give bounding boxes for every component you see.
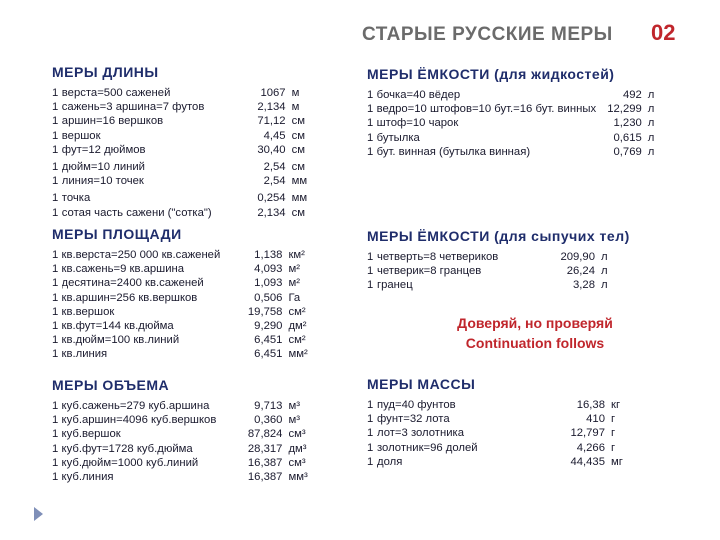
row-description: гранец — [377, 279, 413, 292]
table-row — [367, 398, 667, 412]
table-row — [52, 413, 317, 427]
row-description: куб.аршин=4096 куб.вершков — [61, 414, 217, 427]
row-unit: см² — [288, 334, 306, 347]
row-count: 1 — [52, 101, 59, 114]
row-value: 87,824 — [247, 428, 283, 441]
row-count: 1 — [52, 206, 59, 219]
row-value: 16,387 — [247, 470, 283, 483]
row-count: 1 — [367, 265, 374, 278]
table-row — [52, 456, 317, 470]
row-unit: Га — [288, 291, 301, 304]
row-unit: мм² — [288, 348, 308, 361]
row-value: 26,24 — [566, 265, 595, 278]
page-title: СТАРЫЕ РУССКИЕ МЕРЫ — [362, 24, 613, 45]
row-description: четверть=8 четвериков — [377, 251, 499, 263]
row-description: куб.вершок — [61, 428, 121, 441]
table-row — [367, 88, 667, 102]
row-unit: м² — [288, 263, 300, 276]
section-mass — [367, 376, 667, 469]
row-unit: мм³ — [288, 470, 308, 483]
row-count: 1 — [52, 470, 59, 483]
table-row — [367, 426, 667, 440]
row-unit: л — [601, 279, 608, 292]
row-unit: м² — [288, 277, 300, 290]
row-count: 1 — [367, 441, 374, 454]
table-row — [367, 131, 667, 145]
row-count: 1 — [367, 251, 374, 263]
table-row — [367, 278, 667, 292]
page-number: 02 — [651, 20, 676, 45]
table-row — [367, 412, 667, 426]
row-count: 1 — [367, 131, 374, 144]
row-value: 0,254 — [257, 192, 286, 205]
row-value: 3,28 — [573, 279, 595, 292]
row-description: четверик=8 гранцев — [377, 265, 482, 278]
row-count: 1 — [367, 89, 374, 101]
row-unit: мг — [611, 455, 623, 468]
row-value: 4,266 — [576, 441, 605, 454]
row-unit: дм² — [288, 319, 307, 332]
table-row — [52, 399, 317, 413]
row-description: бутылка — [376, 131, 420, 144]
section-title: МЕРЫ МАССЫ — [367, 376, 476, 392]
row-unit: см³ — [288, 428, 306, 441]
table-row — [52, 114, 317, 128]
row-value: 492 — [622, 89, 642, 101]
row-value: 0,506 — [254, 291, 283, 304]
row-value: 6,451 — [254, 348, 283, 361]
table-row — [367, 441, 667, 455]
row-unit: см — [291, 143, 306, 156]
next-slide-arrow-icon[interactable] — [34, 507, 43, 521]
row-count: 1 — [52, 400, 59, 412]
row-value: 9,290 — [254, 319, 283, 332]
row-count: 1 — [367, 279, 374, 292]
row-count: 1 — [52, 175, 59, 188]
rows-container — [367, 250, 667, 293]
row-count: 1 — [52, 115, 59, 128]
row-description: кв.аршин=256 кв.вершков — [61, 291, 198, 304]
row-count: 1 — [52, 291, 59, 304]
row-description: десятина=2400 кв.саженей — [61, 277, 204, 290]
table-row — [52, 291, 317, 305]
row-value: 44,435 — [570, 455, 605, 468]
row-description: кв.сажень=9 кв.аршина — [61, 263, 185, 276]
row-description: кв.дюйм=100 кв.линий — [61, 334, 180, 347]
row-description: куб.линия — [61, 470, 114, 483]
row-unit: л — [601, 251, 608, 263]
table-row — [367, 455, 667, 469]
row-description: кв.линия — [61, 348, 108, 361]
rows-container — [52, 399, 317, 484]
notice — [430, 313, 640, 353]
table-row — [52, 191, 317, 205]
table-row — [52, 100, 317, 114]
row-value: 0,360 — [254, 414, 283, 427]
row-value: 16,387 — [247, 456, 283, 469]
row-value: 1,138 — [254, 249, 283, 261]
row-value: 6,451 — [254, 334, 283, 347]
row-value: 4,45 — [263, 129, 286, 142]
row-description: верста=500 саженей — [61, 87, 171, 99]
row-unit: см² — [288, 305, 306, 318]
row-count: 1 — [367, 399, 374, 411]
table-row — [52, 347, 317, 361]
row-description: точка — [61, 192, 91, 205]
table-row — [52, 333, 317, 347]
row-unit: м — [291, 87, 300, 99]
row-description: пуд=40 фунтов — [377, 399, 456, 411]
row-value: 71,12 — [257, 115, 286, 128]
row-description: куб.фут=1728 куб.дюйма — [61, 442, 193, 455]
row-value: 2,134 — [257, 206, 286, 219]
row-count: 1 — [52, 305, 59, 318]
row-unit: кг — [611, 399, 621, 411]
row-value: 0,615 — [613, 131, 642, 144]
row-value: 19,758 — [247, 305, 283, 318]
row-count: 1 — [52, 143, 59, 156]
notice-line-1: Доверяй, но проверяй — [457, 315, 613, 331]
row-count: 1 — [52, 277, 59, 290]
row-unit: л — [601, 265, 608, 278]
table-row — [52, 160, 317, 174]
row-count: 1 — [367, 145, 374, 158]
row-count: 1 — [52, 263, 59, 276]
row-unit: л — [647, 89, 655, 101]
section-volume — [52, 377, 317, 484]
row-count: 1 — [367, 103, 374, 116]
row-unit: см³ — [288, 456, 306, 469]
table-row — [52, 319, 317, 333]
row-count: 1 — [52, 160, 59, 173]
section-bulk-capacity — [367, 228, 667, 293]
table-row — [52, 442, 317, 456]
row-count: 1 — [52, 348, 59, 361]
table-row — [52, 174, 317, 188]
row-count: 1 — [52, 87, 59, 99]
row-unit: г — [611, 427, 616, 440]
row-value: 1067 — [260, 87, 286, 99]
row-description: сотая часть сажени ("сотка") — [61, 206, 212, 219]
row-description: бочка=40 вёдер — [376, 89, 461, 101]
row-description: доля — [377, 455, 403, 468]
table-row — [367, 264, 667, 278]
row-value: 209,90 — [560, 251, 595, 263]
row-unit: см — [291, 160, 306, 173]
section-length — [52, 64, 317, 220]
row-count: 1 — [52, 442, 59, 455]
row-unit: л — [647, 117, 655, 130]
table-row — [367, 102, 667, 116]
row-unit: м — [291, 101, 300, 114]
row-description: фут=12 дюймов — [61, 143, 146, 156]
row-description: дюйм=10 линий — [61, 160, 145, 173]
row-value: 16,38 — [576, 399, 605, 411]
table-row — [52, 305, 317, 319]
row-value: 28,317 — [247, 442, 283, 455]
row-count: 1 — [367, 413, 374, 426]
table-row — [52, 262, 317, 276]
row-unit: г — [611, 441, 616, 454]
row-description: ведро=10 штофов=10 бут.=16 бут. винных — [376, 103, 597, 116]
table-row — [52, 206, 317, 220]
section-liquid-capacity — [367, 66, 667, 159]
row-unit: м³ — [288, 400, 300, 412]
table-row — [52, 129, 317, 143]
row-count: 1 — [52, 456, 59, 469]
table-row — [52, 470, 317, 484]
row-value: 2,54 — [263, 160, 286, 173]
rows-container — [52, 248, 317, 362]
row-count: 1 — [52, 249, 59, 261]
rows-container — [52, 86, 317, 220]
row-value: 12,299 — [607, 103, 642, 116]
row-value: 9,713 — [254, 400, 283, 412]
row-count: 1 — [367, 427, 374, 440]
row-count: 1 — [52, 428, 59, 441]
row-unit: мм — [291, 192, 308, 205]
row-unit: дм³ — [288, 442, 307, 455]
table-row — [52, 276, 317, 290]
row-description: штоф=10 чарок — [376, 117, 459, 130]
row-description: аршин=16 вершков — [61, 115, 164, 128]
row-value: 4,093 — [254, 263, 283, 276]
row-description: фунт=32 лота — [377, 413, 450, 426]
table-row — [367, 116, 667, 130]
row-count: 1 — [52, 192, 59, 205]
row-description: куб.дюйм=1000 куб.линий — [61, 456, 199, 469]
section-title: МЕРЫ ЁМКОСТИ (для жидкостей) — [367, 66, 615, 82]
row-description: куб.сажень=279 куб.аршина — [61, 400, 210, 412]
section-title: МЕРЫ ПЛОЩАДИ — [52, 226, 182, 242]
row-value: 0,769 — [613, 145, 642, 158]
rows-container — [367, 398, 667, 469]
row-unit: см — [291, 129, 306, 142]
row-unit: м³ — [288, 414, 300, 427]
table-row — [52, 143, 317, 157]
row-description: вершок — [61, 129, 101, 142]
row-count: 1 — [52, 129, 59, 142]
row-unit: л — [647, 103, 655, 116]
section-title: МЕРЫ ЁМКОСТИ (для сыпучих тел) — [367, 228, 630, 244]
table-row — [367, 145, 667, 159]
section-area — [52, 226, 317, 362]
row-unit: г — [611, 413, 616, 426]
notice-line-2: Continuation follows — [465, 335, 605, 351]
row-unit: л — [647, 145, 655, 158]
row-description: бут. винная (бутылка винная) — [376, 145, 531, 158]
row-description: лот=3 золотника — [377, 427, 464, 440]
table-row — [52, 86, 317, 100]
row-value: 30,40 — [257, 143, 286, 156]
row-description: линия=10 точек — [61, 175, 144, 188]
row-unit: л — [647, 131, 655, 144]
row-unit: см — [291, 206, 306, 219]
row-unit: км² — [288, 249, 305, 261]
row-value: 1,093 — [254, 277, 283, 290]
row-value: 12,797 — [570, 427, 605, 440]
row-value: 410 — [586, 413, 605, 426]
table-row — [52, 248, 317, 262]
row-value: 2,54 — [263, 175, 286, 188]
row-unit: см — [291, 115, 306, 128]
row-count: 1 — [52, 334, 59, 347]
row-count: 1 — [52, 319, 59, 332]
row-count: 1 — [367, 455, 374, 468]
table-row — [367, 250, 667, 264]
row-description: сажень=3 аршина=7 футов — [61, 101, 205, 114]
row-description: кв.верста=250 000 кв.саженей — [61, 249, 221, 261]
row-value: 2,134 — [257, 101, 286, 114]
row-description: кв.фут=144 кв.дюйма — [61, 319, 174, 332]
row-unit: мм — [291, 175, 308, 188]
row-value: 1,230 — [613, 117, 642, 130]
row-description: золотник=96 долей — [377, 441, 478, 454]
rows-container — [367, 88, 667, 159]
section-title: МЕРЫ ОБЪЕМА — [52, 377, 170, 393]
row-count: 1 — [367, 117, 374, 130]
section-title: МЕРЫ ДЛИНЫ — [52, 64, 159, 80]
row-description: кв.вершок — [61, 305, 115, 318]
row-count: 1 — [52, 414, 59, 427]
table-row — [52, 427, 317, 441]
